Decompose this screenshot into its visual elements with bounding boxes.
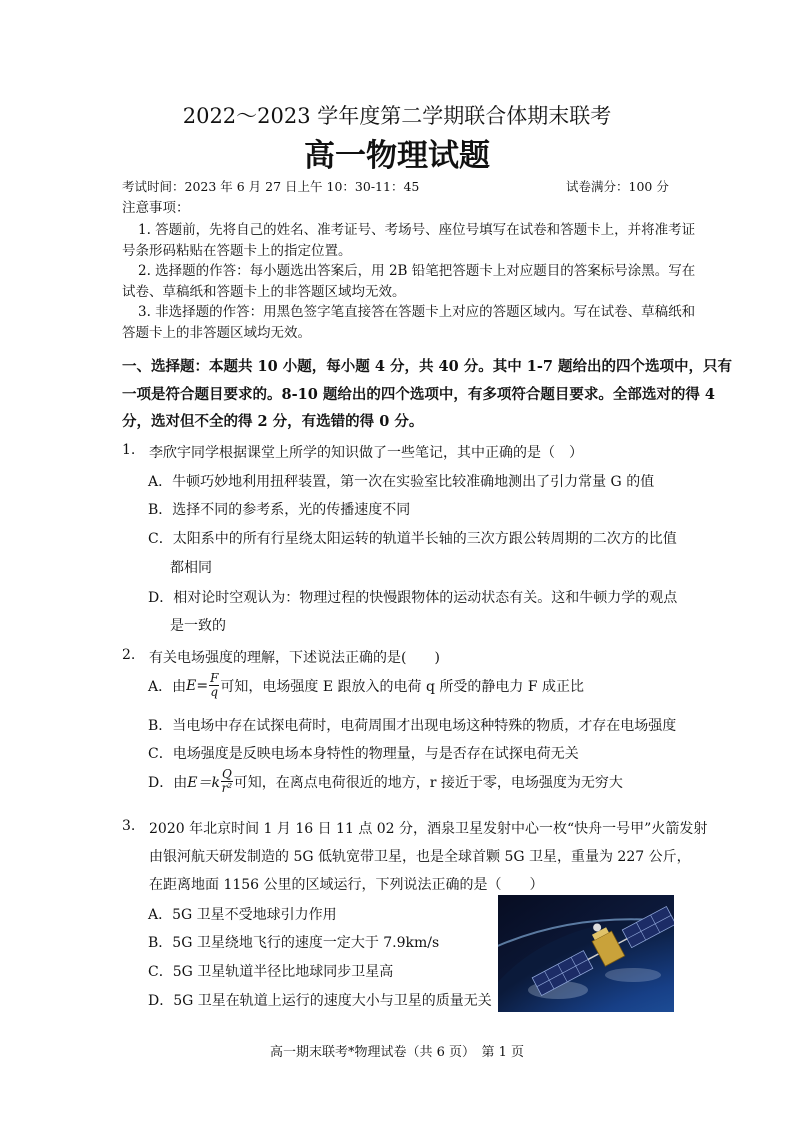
fraction-denominator: q [210, 685, 219, 699]
question-stem-continued: 由银河航天研发制造的 5G 低轨宽带卫星，也是全球首颗 5G 卫星，重量为 227 公斤， [149, 849, 691, 865]
question-stem: 2020 年北京时间 1 月 16 日 11 点 02 分，酒泉卫星发射中心一枚“快舟一号甲”火箭发射 [149, 821, 708, 837]
note-line: 试卷、草稿纸和答题卡上的非答题区域均无效。 [122, 284, 406, 300]
option-c-continued: 都相同 [170, 560, 212, 576]
option-a-prefix: A．由 [148, 678, 187, 695]
option-d-text: 可知，在离点电荷很近的地方，r 接近于零，电场强度为无穷大 [233, 774, 623, 791]
section-heading-line: 一、选择题：本题共 10 小题，每小题 4 分，共 40 分。其中 1-7 题给出的四个选项中，只有 [122, 358, 733, 375]
satellite-over-earth-image [498, 895, 674, 1012]
note-line: 号条形码粘贴在答题卡上的指定位置。 [122, 243, 352, 259]
exam-title: 2022～2023 学年度第二学期联合体期末联考 [182, 104, 612, 128]
option-d: D．相对论时空观认为：物理过程的快慢跟物体的运动状态有关。这和牛顿力学的观点 [148, 590, 678, 606]
option-a: A．5G 卫星不受地球引力作用 [148, 907, 337, 923]
fraction-q-over-r2 [221, 768, 233, 795]
note-line: 答题卡上的非答题区域均无效。 [122, 325, 311, 341]
note-line: 1. 答题前，先将自己的姓名、准考证号、考场号、座位号填写在试卷和答题卡上，并将准考证 [138, 222, 696, 238]
question-number: 1. [122, 442, 136, 458]
section-heading-line: 一项是符合题目要求的。8-10 题给出的四个选项中，有多项符合题目要求。全部选对的得 4 [122, 386, 715, 403]
page-footer: 高一期末联考*物理试卷（共 6 页） 第 1 页 [269, 1045, 525, 1060]
full-score: 试卷满分：100 分 [566, 179, 669, 194]
question-stem-continued: 在距离地面 1156 公里的区域运行，下列说法正确的是（ ） [149, 877, 544, 893]
question-number: 2. [122, 647, 136, 663]
question-stem: 有关电场强度的理解，下述说法正确的是( ) [149, 650, 440, 666]
option-d-prefix: D．由 [148, 774, 188, 791]
fraction-denominator: r² [221, 781, 233, 795]
option-b: B．当电场中存在试探电荷时，电荷周围才出现电场这种特殊的物质，才存在电场强度 [148, 718, 677, 734]
notes-heading: 注意事项： [122, 200, 190, 216]
symbol-e: E [186, 677, 197, 694]
option-c: C．太阳系中的所有行星绕太阳运转的轨道半长轴的三次方跟公转周期的二次方的比值 [148, 531, 677, 547]
option-d: D．5G 卫星在轨道上运行的速度大小与卫星的质量无关 [148, 993, 492, 1009]
equals-sign: = [196, 677, 209, 694]
section-heading-line: 分，选对但不全的得 2 分，有选错的得 0 分。 [122, 413, 424, 430]
question-stem: 李欣宇同学根据课堂上所学的知识做了一些笔记，其中正确的是（ ） [149, 445, 583, 461]
fraction-f-over-q [209, 672, 219, 699]
subject-title: 高一物理试题 [304, 138, 490, 174]
option-a [148, 672, 584, 699]
option-b: B．选择不同的参考系，光的传播速度不同 [148, 502, 411, 518]
satellite-illustration [498, 895, 674, 1012]
fraction-numerator: Q [221, 767, 232, 781]
note-line: 2. 选择题的作答：每小题选出答案后，用 2B 铅笔把答题卡上对应题目的答案标号涂黑。写在 [138, 263, 696, 279]
question-number: 3. [122, 818, 136, 834]
fraction-numerator: F [210, 671, 219, 685]
option-c: C．电场强度是反映电场本身特性的物理量，与是否存在试探电荷无关 [148, 746, 579, 762]
note-line: 3. 非选择题的作答：用黑色签字笔直接答在答题卡上对应的答题区域内。写在试卷、草稿纸和 [138, 304, 696, 320]
option-a-text: 可知，电场强度 E 跟放入的电荷 q 所受的静电力 F 成正比 [220, 678, 585, 695]
option-d [148, 768, 623, 795]
exam-time: 考试时间：2023 年 6 月 27 日上午 10：30-11：45 [122, 179, 420, 194]
option-d-continued: 是一致的 [170, 618, 226, 634]
option-b: B．5G 卫星绕地飞行的速度一定大于 7.9km/s [148, 935, 440, 951]
option-a: A．牛顿巧妙地利用扭秤装置，第一次在实验室比较准确地测出了引力常量 G 的值 [148, 474, 655, 490]
option-c: C．5G 卫星轨道半径比地球同步卫星高 [148, 964, 394, 980]
symbol-e-k: E＝k [187, 774, 220, 791]
